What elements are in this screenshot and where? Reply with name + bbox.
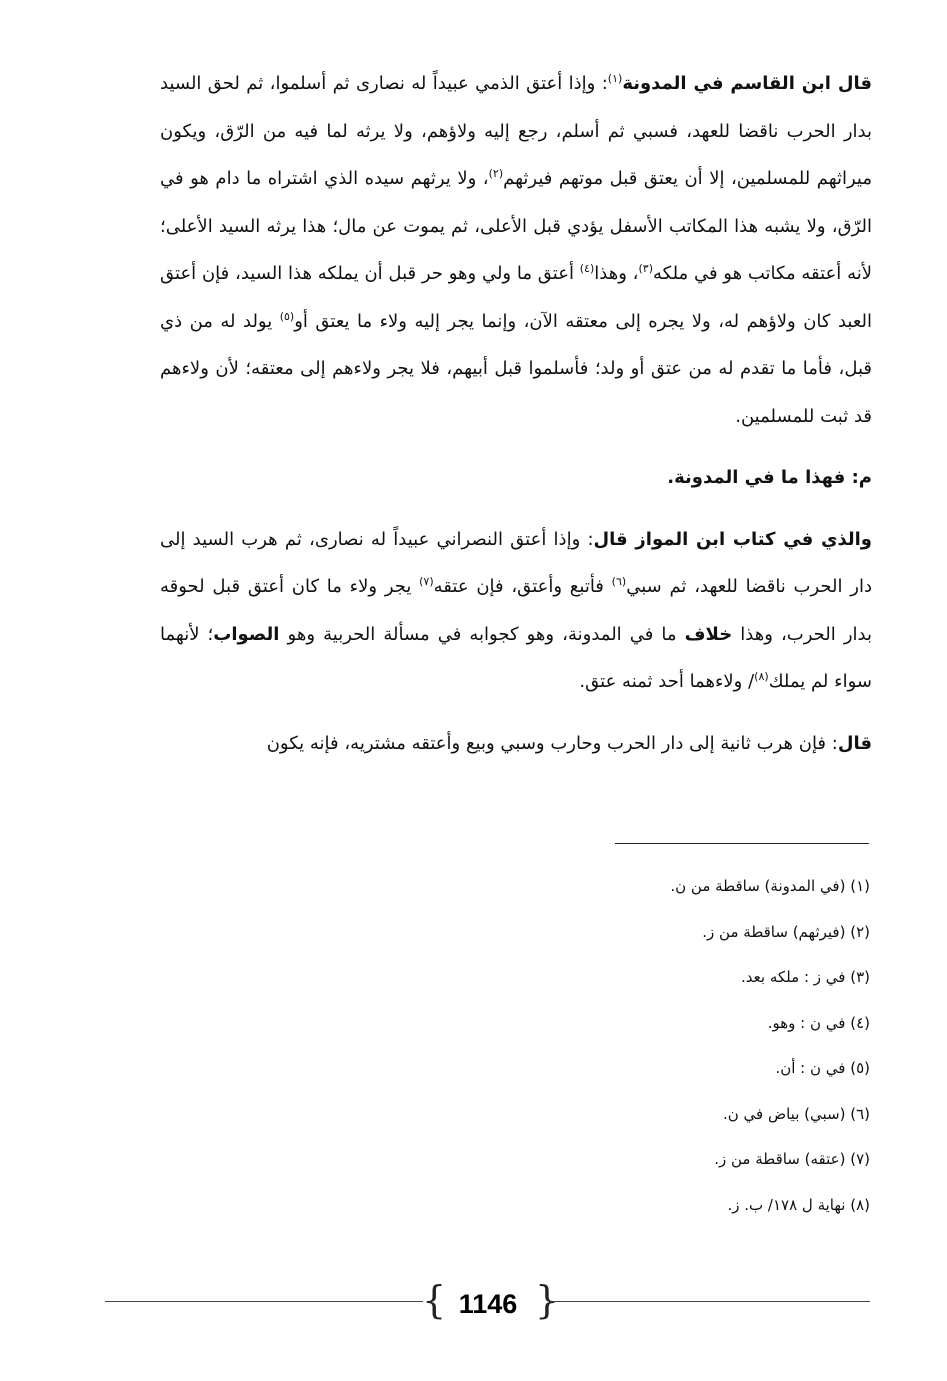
footer-rule-right xyxy=(550,1301,870,1302)
page-number-bracket-left: { xyxy=(422,1278,447,1322)
paragraph-text: أعتق ما ولي وهو حر قبل أن يملكه هذا السيد، فإن أعتق العبد كان ولاؤهم له، ولا يجره إلى معتقه الآن، وإنما يجر إليه ولاء ما يعتق أو xyxy=(160,263,872,332)
footnote-3: (٣) في ز : ملكه بعد. xyxy=(741,968,870,986)
paragraph-text: / ولاءهما أحد ثمنه عتق. xyxy=(579,671,755,692)
paragraph-text: : فإن هرب ثانية إلى دار الحرب وحارب وسبي وبيع وأعتقه مشتريه، فإنه يكون xyxy=(266,732,838,754)
bold-term: خلاف xyxy=(684,623,733,645)
page-number: 1146 xyxy=(458,1289,518,1319)
paragraph-text: يولد له من ذي قبل، فأما ما تقدم له من عتق أو ولد؛ فأسلموا قبل أبيهم، فلا يجر ولاءهم إلى معتقه؛ لأن ولاءهم قد ثبت للمسلمين. xyxy=(160,310,872,427)
page-number-bracket-right: } xyxy=(535,1278,560,1322)
footnotes xyxy=(400,868,870,1232)
paragraph-text: ما في المدونة، وهو كجوابه في مسألة الحربية وهو xyxy=(279,623,685,645)
footnote-marker: (١) xyxy=(607,72,623,85)
footnote-marker: (٧) xyxy=(419,575,434,588)
footnote-marker: (٤) xyxy=(579,262,595,275)
footnote-2: (٢) (فيرثهم) ساقطة من ز. xyxy=(702,922,870,941)
footnote-marker: (٥) xyxy=(279,309,295,323)
footnote-marker: (٣) xyxy=(638,262,653,275)
footnote-marker: (٨) xyxy=(754,670,769,683)
footnote-6: (٦) (سبي) بياض في ن. xyxy=(722,1104,870,1123)
footnote-marker: (٦) xyxy=(611,575,627,588)
paragraph-lead: والذي في كتاب ابن المواز قال xyxy=(593,528,872,550)
footnote-1: (١) (في المدونة) ساقطة من ن. xyxy=(670,877,870,895)
bold-term: الصواب xyxy=(213,623,280,645)
paragraph-1 xyxy=(160,60,872,440)
footnote-8: (٨) نهاية ل ١٧٨/ ب. ز. xyxy=(727,1195,870,1214)
paragraph-text: ؛ لأنهما سواء لم يملك xyxy=(160,623,872,692)
paragraph-3 xyxy=(160,516,872,706)
footnote-separator xyxy=(615,843,869,844)
footnote-marker: (٢) xyxy=(488,167,504,180)
paragraph-text: يجر ولاء ما كان أعتق قبل لحوقه بدار الحرب، وهذا xyxy=(160,576,873,645)
paragraph-lead: قال xyxy=(837,732,872,754)
paragraph-lead: قال ابن القاسم في المدونة xyxy=(622,73,872,94)
footnote-4: (٤) في ن : وهو. xyxy=(767,1013,870,1032)
paragraph-text: فأتبع وأعتق، فإن عتقه xyxy=(433,576,612,597)
paragraph-text: : وإذا أعتق النصراني عبيداً له نصارى، ثم هرب السيد إلى دار الحرب ناقضا للعهد، ثم سبي xyxy=(160,528,872,597)
paragraph-text: : وإذا أعتق الذمي عبيداً له نصارى ثم أسلموا، ثم لحق السيد بدار الحرب ناقضا للعهد، فسبي ثم أسلم، رجع إليه ولاؤهم، ولا يرثه لما فيه من الرّق، ويكون ميراثهم للمسلمين، إلا أن يعتق قبل موتهم فيرثهم xyxy=(160,73,872,189)
paragraph-4 xyxy=(160,720,872,768)
footnote-5: (٥) في ن : أن. xyxy=(775,1059,870,1077)
paragraph-text: ، ولا يرثهم سيده الذي اشتراه ما دام هو في الرّق، ولا يشبه هذا المكاتب الأسفل يؤدي قبل الأعلى، ثم يموت عن مال؛ هذا يرثه السيد الأعلى؛ لأنه أعتقه مكاتب هو في ملكه xyxy=(160,168,873,284)
paragraph-lead: م: فهذا ما في المدونة. xyxy=(667,467,872,488)
paragraph-2 xyxy=(160,454,872,502)
paragraph-text: ، وهذا xyxy=(594,263,639,284)
footer-rule-left xyxy=(105,1301,423,1302)
footnote-7: (٧) (عتقه) ساقطة من ز. xyxy=(714,1150,870,1168)
main-text xyxy=(160,60,872,781)
page-footer xyxy=(100,1274,870,1330)
